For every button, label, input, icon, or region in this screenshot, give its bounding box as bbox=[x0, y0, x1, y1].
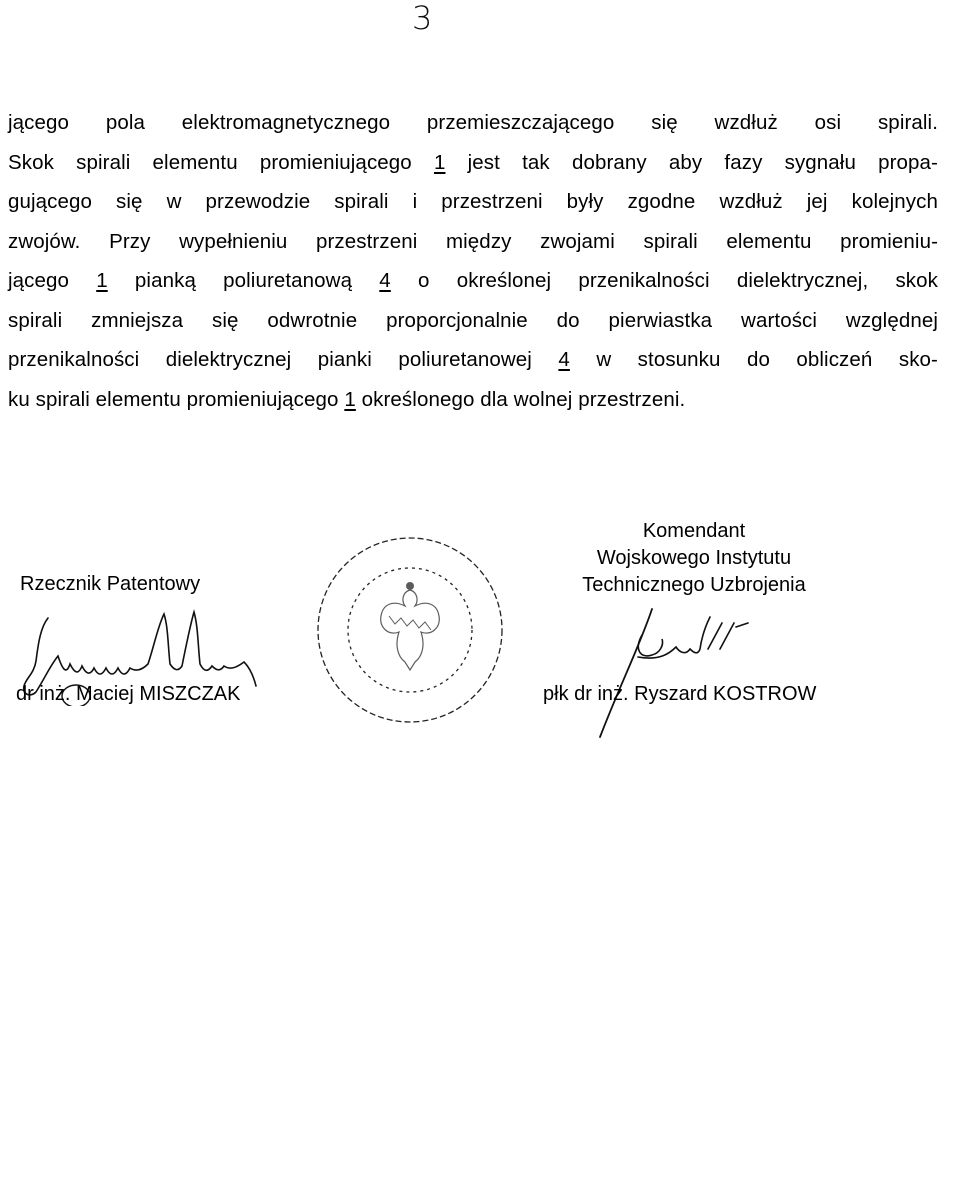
right-signer-title-line-2: Wojskowego Instytutu bbox=[596, 547, 792, 569]
text-segment: o określonej przenikalności dielektrycznej, skok bbox=[390, 269, 938, 292]
reference-numeral: 1 bbox=[96, 269, 108, 292]
body-line bbox=[8, 340, 938, 380]
text-segment: jest tak dobrany aby fazy sygnału propa- bbox=[445, 150, 938, 174]
right-signer-name: płk dr inż. Ryszard KOSTROW bbox=[543, 683, 817, 705]
page-number: 3 bbox=[412, 0, 433, 37]
body-line bbox=[8, 380, 938, 420]
text-segment: przenikalności dielektrycznej pianki poliuretanowej bbox=[8, 348, 559, 371]
reference-numeral: 1 bbox=[433, 150, 446, 174]
official-seal-stamp bbox=[305, 520, 515, 740]
right-signer-title-line-3: Technicznego Uzbrojenia bbox=[582, 574, 806, 596]
body-line bbox=[8, 301, 938, 341]
text-segment: spirali zmniejsza się odwrotnie proporcjonalnie do pierwiastka wartości względnej bbox=[8, 308, 938, 332]
text-segment: Skok spirali elementu promieniującego bbox=[8, 150, 434, 174]
text-segment: określonego dla wolnej przestrzeni. bbox=[355, 387, 686, 411]
reference-numeral: 1 bbox=[344, 387, 356, 411]
text-segment: w stosunku do obliczeń sko- bbox=[569, 348, 938, 371]
left-signer-title: Rzecznik Patentowy bbox=[20, 573, 201, 595]
body-paragraph bbox=[8, 103, 938, 419]
text-segment: ku spirali elementu promieniującego bbox=[8, 387, 345, 411]
right-handwritten-signature bbox=[590, 605, 790, 745]
body-line bbox=[8, 222, 938, 262]
body-line bbox=[8, 103, 938, 143]
reference-numeral: 4 bbox=[379, 269, 391, 292]
body-line bbox=[8, 261, 938, 301]
reference-numeral: 4 bbox=[558, 348, 570, 371]
right-signer-title-line-1: Komendant bbox=[642, 520, 746, 542]
left-signer-name: dr inż. Maciej MISZCZAK bbox=[16, 683, 241, 705]
body-line bbox=[8, 182, 938, 222]
text-segment: jącego pola elektromagnetycznego przemieszczającego się wzdłuż osi spirali. bbox=[8, 111, 938, 134]
body-line bbox=[8, 143, 938, 183]
text-segment: jącego bbox=[8, 269, 97, 292]
text-segment: gującego się w przewodzie spirali i przestrzeni były zgodne wzdłuż jej kolejnych bbox=[8, 190, 938, 213]
text-segment: zwojów. Przy wypełnieniu przestrzeni między zwojami spirali elementu promieniu- bbox=[8, 229, 938, 253]
text-segment: pianką poliuretanową bbox=[107, 269, 380, 292]
right-signer-title bbox=[560, 518, 828, 599]
